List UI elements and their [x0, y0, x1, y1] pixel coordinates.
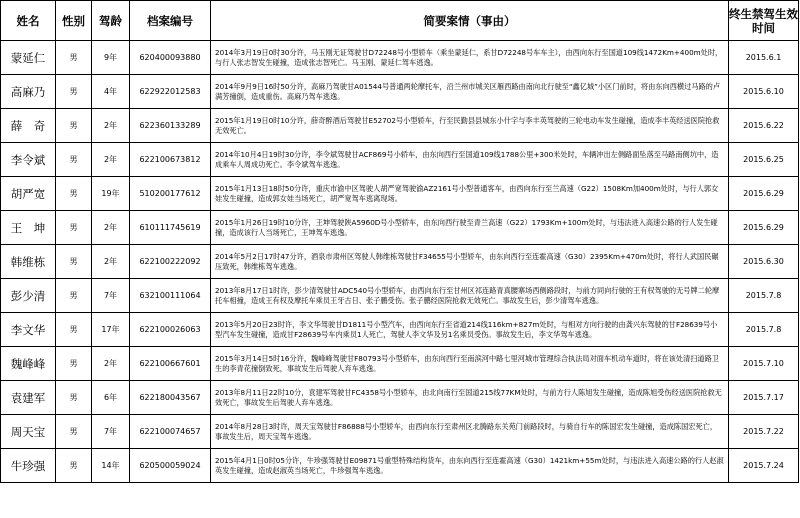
- brief-cell: [211, 143, 729, 177]
- header-name: 姓名: [1, 1, 56, 41]
- brief-text: 2014年9月9日16时50分许，高麻乃驾驶甘A01544号普通两轮摩托车，沿兰州市城关区雁西路由南向北行驶至“鑫亿城”小区门前时，将由东向西横过马路的卢满芳撞倒，造成重伤。高麻乃驾车逃逸。: [215, 81, 721, 101]
- file-no-cell: 622100026063: [130, 313, 211, 347]
- brief-text: 2014年3月19日0时30分许，马玉刚无证驾驶甘D72248号小型轿车（乘坐蒙延仁，系甘D72248号车车主），由西向东行至国道109线1472Km+400m处时，与行人张志智发生碰撞，造成张志智死亡。马玉刚、蒙延仁驾车逃逸。: [215, 47, 723, 67]
- table-row: [1, 109, 799, 143]
- file-no-cell: 622180043567: [130, 381, 211, 415]
- file-no-cell: 620400093880: [130, 41, 211, 75]
- file-no-cell: 620500059024: [130, 449, 211, 483]
- table-row: [1, 313, 799, 347]
- ban-date-cell: 2015.7.17: [729, 381, 799, 415]
- gender-cell: 男: [56, 381, 92, 415]
- header-brief: 简要案情（事由）: [211, 1, 729, 41]
- ban-date-cell: 2015.6.1: [729, 41, 799, 75]
- ban-date-cell: 2015.7.8: [729, 279, 799, 313]
- file-no-cell: 622360133289: [130, 109, 211, 143]
- table-row: [1, 415, 799, 449]
- table-row: [1, 381, 799, 415]
- gender-cell: 男: [56, 211, 92, 245]
- ban-date-cell: 2015.6.25: [729, 143, 799, 177]
- brief-text: 2015年1月19日0时10分许，薛奇醉酒后驾驶甘E52702号小型轿车，行至民勤县县城东小什字与李丰英驾驶的三轮电动车发生碰撞，造成李丰英经送医院抢救无效死亡。: [215, 115, 720, 135]
- brief-text: 2014年8月28日3时许，周天宝驾驶甘F86888号小型轿车，由西向东行至肃州区北腾路东关苑门前路段时，与骑自行车的陈国宏发生碰撞，造成陈国宏死亡，事故发生后，周天宝驾车逃逸。: [215, 421, 718, 441]
- brief-text: 2015年3月14日5时16分许，魏峰峰驾驶甘F80793号小型轿车，由东向西行至南滨河中路七里河城市管理综合执法局对面车机动车道时，将在该处清扫道路卫生的李青花撞倒致死，事故发生后驾驶人弃车逃逸。: [215, 353, 719, 373]
- header-ban-date: 终生禁驾生效时间: [729, 1, 799, 41]
- table-row: [1, 211, 799, 245]
- table-row: [1, 245, 799, 279]
- driving-years-cell: 9年: [92, 41, 130, 75]
- brief-text: 2013年8月11日22时10分，袁建军驾驶甘FC4358号小型轿车，由北向南行至国道215线77KM处时，与前方行人陈旭发生碰撞，造成陈旭受伤经送医院抢救无效死亡，事故发生后驾驶人弃车逃逸。: [215, 387, 722, 407]
- brief-text: 2015年1月13日18时50分许，重庆市渝中区驾驶人胡严宽驾驶渝AZ2161号小型普通客车，由西向东行至兰高速（G22）1508Km加400m处时，与行人郭女娃发生碰撞，造成郭女娃当场死亡，胡严宽驾车逃离现场。: [215, 183, 719, 203]
- ban-date-cell: 2015.6.30: [729, 245, 799, 279]
- file-no-cell: 510200177612: [130, 177, 211, 211]
- brief-cell: [211, 313, 729, 347]
- brief-cell: [211, 177, 729, 211]
- table-row: [1, 449, 799, 483]
- driver-name-cell: 韩维栋: [1, 245, 56, 279]
- brief-cell: [211, 449, 729, 483]
- brief-cell: [211, 347, 729, 381]
- driving-years-cell: 14年: [92, 449, 130, 483]
- driver-name-cell: 薛 奇: [1, 109, 56, 143]
- brief-cell: [211, 109, 729, 143]
- header-row: [1, 1, 799, 41]
- driving-years-cell: 7年: [92, 415, 130, 449]
- driving-years-cell: 4年: [92, 75, 130, 109]
- driver-name-cell: 王 坤: [1, 211, 56, 245]
- brief-text: 2015年4月1日0时05分许，牛珍强驾驶甘E09871号重型特殊结构货车，由东向西行至连霍高速（G30）1421km+55m处时，与违法进入高速公路的行人赵淑英发生碰撞，造成赵淑英当场死亡，牛珍强驾车逃逸。: [215, 455, 724, 475]
- gender-cell: 男: [56, 415, 92, 449]
- table-row: [1, 75, 799, 109]
- driving-years-cell: 2年: [92, 245, 130, 279]
- driving-years-cell: 2年: [92, 109, 130, 143]
- gender-cell: 男: [56, 449, 92, 483]
- driver-name-cell: 魏峰峰: [1, 347, 56, 381]
- brief-cell: [211, 279, 729, 313]
- file-no-cell: 632100111064: [130, 279, 211, 313]
- file-no-cell: 622100222092: [130, 245, 211, 279]
- gender-cell: 男: [56, 41, 92, 75]
- driving-years-cell: 7年: [92, 279, 130, 313]
- brief-text: 2013年5月20日23时许，李文华驾驶甘D1811号小型汽车，由西向东行至省道214线116km+827m处时，与相对方向行驶的由龚兴东驾驶的甘F28639号小型汽车发生碰撞，造成甘F28639号车内乘员1人死亡，驾驶人李文华及另1名乘员受伤。事故发生后，李文华驾车逃逸。: [215, 319, 718, 339]
- driving-years-cell: 6年: [92, 381, 130, 415]
- header-driving-years: 驾龄: [92, 1, 130, 41]
- gender-cell: 男: [56, 313, 92, 347]
- gender-cell: 男: [56, 143, 92, 177]
- ban-date-cell: 2015.6.29: [729, 177, 799, 211]
- driver-name-cell: 胡严宽: [1, 177, 56, 211]
- ban-date-cell: 2015.6.22: [729, 109, 799, 143]
- driver-name-cell: 彭少清: [1, 279, 56, 313]
- header-file-no: 档案编号: [130, 1, 211, 41]
- table-row: [1, 279, 799, 313]
- driving-years-cell: 2年: [92, 347, 130, 381]
- table-row: [1, 41, 799, 75]
- brief-cell: [211, 415, 729, 449]
- file-no-cell: 622100673812: [130, 143, 211, 177]
- ban-date-cell: 2015.6.10: [729, 75, 799, 109]
- file-no-cell: 622922012583: [130, 75, 211, 109]
- ban-date-cell: 2015.7.24: [729, 449, 799, 483]
- gender-cell: 男: [56, 279, 92, 313]
- ban-date-cell: 2015.7.22: [729, 415, 799, 449]
- driver-name-cell: 周天宝: [1, 415, 56, 449]
- driving-years-cell: 17年: [92, 313, 130, 347]
- driver-name-cell: 李文华: [1, 313, 56, 347]
- gender-cell: 男: [56, 75, 92, 109]
- file-no-cell: 622100074657: [130, 415, 211, 449]
- brief-text: 2014年5月2日17时47分许，酒泉市肃州区驾驶人韩维栋驾驶甘F34655号小型轿车，由东向西行至连霍高速（G30）2395Km+470m处时，将行人武国民碾压致死，韩维栋驾车逃逸。: [215, 251, 719, 271]
- driver-name-cell: 李令斌: [1, 143, 56, 177]
- brief-cell: [211, 41, 729, 75]
- driving-years-cell: 2年: [92, 143, 130, 177]
- driving-years-cell: 19年: [92, 177, 130, 211]
- brief-cell: [211, 381, 729, 415]
- brief-text: 2013年8月17日1时许，彭少清驾驶甘ADC540号小型轿车，由西向东行至甘州区祁连路青真腰寨场西侧路段时，与前方同向行驶的王有权驾驶的无号牌二轮摩托车相撞，造成王有权及摩托车乘员王牙古日、张子鹏受伤。张子鹏经医院抢救无效死亡。事故发生后，彭少清驾车逃逸。: [215, 285, 720, 305]
- brief-text: 2014年10月4日19时30分许，李令斌驾驶甘ACF869号小轿车，由东向西行至国道109线1788公里+300米处时，车辆冲出左侧路面坠落至马路南侧坑中，造成乘车人周成功死亡。李令斌驾车逃逸。: [215, 149, 719, 169]
- table-body: [1, 41, 799, 483]
- header-gender: 性别: [56, 1, 92, 41]
- brief-cell: [211, 245, 729, 279]
- file-no-cell: 622100667601: [130, 347, 211, 381]
- ban-date-cell: 2015.7.10: [729, 347, 799, 381]
- table-row: [1, 347, 799, 381]
- gender-cell: 男: [56, 245, 92, 279]
- gender-cell: 男: [56, 109, 92, 143]
- brief-cell: [211, 211, 729, 245]
- brief-cell: [211, 75, 729, 109]
- table-row: [1, 143, 799, 177]
- driving-years-cell: 2年: [92, 211, 130, 245]
- ban-date-cell: 2015.6.29: [729, 211, 799, 245]
- driver-name-cell: 袁建军: [1, 381, 56, 415]
- gender-cell: 男: [56, 177, 92, 211]
- gender-cell: 男: [56, 347, 92, 381]
- driver-name-cell: 高麻乃: [1, 75, 56, 109]
- table-row: [1, 177, 799, 211]
- brief-text: 2015年1月26日19时10分许，王坤驾驶陕A5960D号小型轿车，由东向西行驶至青兰高速（G22）1793Km+100m处时，与违法进入高速公路的行人发生碰撞，造成该行人当场死亡，王坤驾车逃逸。: [215, 217, 718, 237]
- ban-date-cell: 2015.7.8: [729, 313, 799, 347]
- file-no-cell: 610111745619: [130, 211, 211, 245]
- driver-name-cell: 蒙延仁: [1, 41, 56, 75]
- driver-name-cell: 牛珍强: [1, 449, 56, 483]
